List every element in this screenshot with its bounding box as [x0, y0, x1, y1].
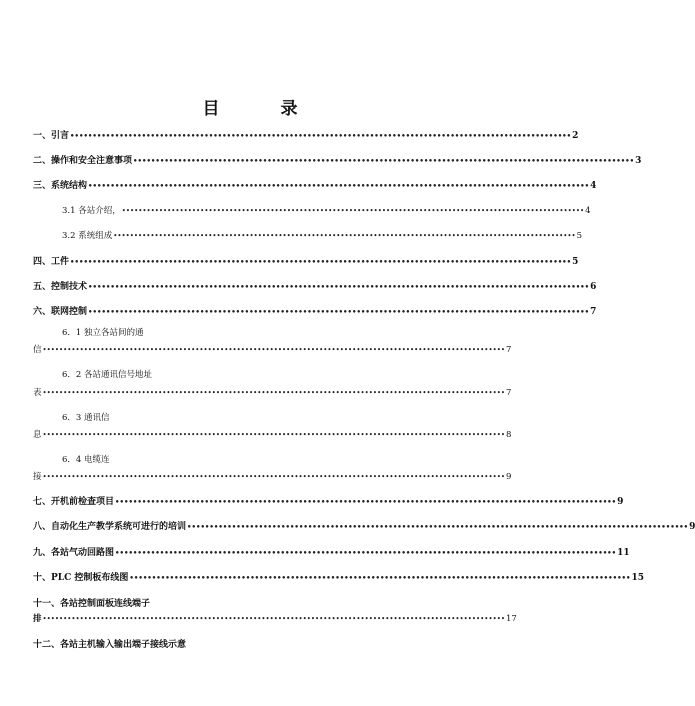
toc-page-number: 2 — [572, 131, 579, 141]
toc-entry[interactable] — [33, 178, 597, 194]
toc-entry[interactable] — [33, 386, 512, 402]
toc-page-number: 6 — [590, 282, 597, 292]
toc-entry[interactable] — [33, 545, 630, 561]
toc-leader: •••••••••••••••••••••••••••••••••••••••••••••••••••••••••••••••••••••••••••••••••••••••••••••••••••••••••••••••• — [129, 573, 631, 582]
toc-entry[interactable] — [33, 153, 642, 169]
toc-page-number: 9 — [689, 522, 695, 532]
toc-entry[interactable] — [62, 204, 591, 220]
toc-leader: •••••••••••••••••••••••••••••••••••••••••••••••••••••••••••••••••••••••••••••••••••••••••••••••••••••••••••••••• — [42, 615, 505, 623]
toc-entry-label: 三、系统结构 — [33, 181, 88, 191]
toc-entry-label: 十、PLC 控制板布线图 — [33, 573, 129, 583]
toc-entry-label-wrap: 息 — [33, 430, 42, 440]
toc-entry-label-wrap: 排 — [33, 614, 42, 624]
toc-entry[interactable] — [33, 254, 579, 270]
toc-entry-label: 七、开机前检查项目 — [33, 497, 115, 507]
toc-entry[interactable] — [33, 519, 695, 535]
toc-page-number: 11 — [617, 548, 630, 558]
toc-entry-label[interactable]: 十二、各站主机输入输出端子接线示意 — [33, 640, 187, 650]
toc-leader: •••••••••••••••••••••••••••••••••••••••••••••••••••••••••••••••••••••••••••••••••••••••••••••••••••••••••••••••• — [70, 257, 572, 266]
toc-page-number: 17 — [505, 614, 517, 624]
toc-page-number: 4 — [590, 181, 597, 191]
toc-entry[interactable] — [33, 343, 512, 359]
toc-entry-label: 3.2 系统组成 — [62, 231, 113, 241]
toc-entry[interactable] — [33, 612, 517, 628]
toc-leader: •••••••••••••••••••••••••••••••••••••••••••••••••••••••••••••••••••••••••••••••••••••••••••••••••••••••••••••••• — [115, 548, 617, 557]
toc-entry[interactable] — [33, 570, 645, 586]
toc-entry[interactable] — [33, 428, 512, 444]
toc-entry[interactable] — [33, 304, 597, 320]
toc-entry[interactable] — [62, 229, 583, 245]
toc-leader: •••••••••••••••••••••••••••••••••••••••••••••••••••••••••••••••••••••••••••••••••••••••••••••••••••••••••••••••• — [187, 522, 689, 531]
toc-leader: •••••••••••••••••••••••••••••••••••••••••••••••••••••••••••••••••••••••••••••••••••••••••••••••••••••••••••••••• — [42, 346, 505, 354]
toc-page-number: 4 — [585, 206, 591, 216]
toc-entry-label-wrap: 表 — [33, 388, 42, 398]
toc-entry-label: 五、控制技术 — [33, 282, 88, 292]
toc-entry[interactable] — [33, 494, 624, 510]
toc-entry-label[interactable]: 6．1 独立各站间的通 — [62, 328, 144, 338]
toc-entry-label: 一、引言 — [33, 131, 70, 141]
page-title: 目 录 — [202, 99, 320, 119]
toc-entry-label: 四、工件 — [33, 257, 70, 267]
toc-entry[interactable] — [33, 470, 512, 486]
toc-entry-label[interactable]: 十一、各站控制面板连线端子 — [33, 599, 151, 609]
toc-page-number: 9 — [505, 472, 512, 482]
toc-entry-label: 二、操作和安全注意事项 — [33, 156, 133, 166]
toc-page-number: 7 — [590, 307, 597, 317]
toc-leader: •••••••••••••••••••••••••••••••••••••••••••••••••••••••••••••••••••••••••••••••••••••••••••••••••••••••••••••••• — [42, 473, 505, 481]
toc-page-number: 15 — [631, 573, 645, 583]
toc-page-number: 3 — [635, 156, 642, 166]
toc-leader: •••••••••••••••••••••••••••••••••••••••••••••••••••••••••••••••••••••••••••••••••••••••••••••••••••••••••••••••• — [121, 207, 585, 215]
toc-entry-label-wrap: 信 — [33, 345, 42, 355]
toc-leader: •••••••••••••••••••••••••••••••••••••••••••••••••••••••••••••••••••••••••••••••••••••••••••••••••••••••••••••••• — [133, 156, 635, 165]
toc-page-number: 9 — [617, 497, 624, 507]
toc-entry-label[interactable]: 6．2 各站通讯信号地址 — [62, 370, 153, 380]
toc-entry-label: 3.1 各站介绍， — [62, 206, 121, 216]
toc-page-number: 8 — [505, 430, 512, 440]
toc-entry-label-wrap: 接 — [33, 472, 42, 482]
toc-leader: •••••••••••••••••••••••••••••••••••••••••••••••••••••••••••••••••••••••••••••••••••••••••••••••••••••••••••••••• — [88, 181, 590, 190]
toc-entry-label[interactable]: 6．3 通讯信 — [62, 413, 110, 423]
toc-page-number: 7 — [505, 345, 512, 355]
toc-page-number: 5 — [576, 231, 583, 241]
toc-leader: •••••••••••••••••••••••••••••••••••••••••••••••••••••••••••••••••••••••••••••••••••••••••••••••••••••••••••••••• — [88, 307, 590, 316]
toc-leader: •••••••••••••••••••••••••••••••••••••••••••••••••••••••••••••••••••••••••••••••••••••••••••••••••••••••••••••••• — [42, 389, 505, 397]
toc-leader: •••••••••••••••••••••••••••••••••••••••••••••••••••••••••••••••••••••••••••••••••••••••••••••••••••••••••••••••• — [113, 232, 576, 240]
toc-entry[interactable] — [33, 279, 597, 295]
toc-leader: •••••••••••••••••••••••••••••••••••••••••••••••••••••••••••••••••••••••••••••••••••••••••••••••••••••••••••••••• — [88, 282, 590, 291]
toc-entry-label: 六、联网控制 — [33, 307, 88, 317]
toc-page-number: 7 — [505, 388, 512, 398]
toc-leader: •••••••••••••••••••••••••••••••••••••••••••••••••••••••••••••••••••••••••••••••••••••••••••••••••••••••••••••••• — [115, 497, 617, 506]
toc-entry-label[interactable]: 6．4 电缆连 — [62, 455, 110, 465]
toc-entry-label: 八、自动化生产教学系统可进行的培训 — [33, 522, 187, 532]
toc-entry[interactable] — [33, 128, 579, 144]
toc-leader: •••••••••••••••••••••••••••••••••••••••••••••••••••••••••••••••••••••••••••••••••••••••••••••••••••••••••••••••• — [42, 431, 505, 439]
toc-entry-label: 九、各站气动回路图 — [33, 548, 115, 558]
toc-page-number: 5 — [572, 257, 579, 267]
toc-leader: •••••••••••••••••••••••••••••••••••••••••••••••••••••••••••••••••••••••••••••••••••••••••••••••••••••••••••••••• — [70, 131, 572, 140]
